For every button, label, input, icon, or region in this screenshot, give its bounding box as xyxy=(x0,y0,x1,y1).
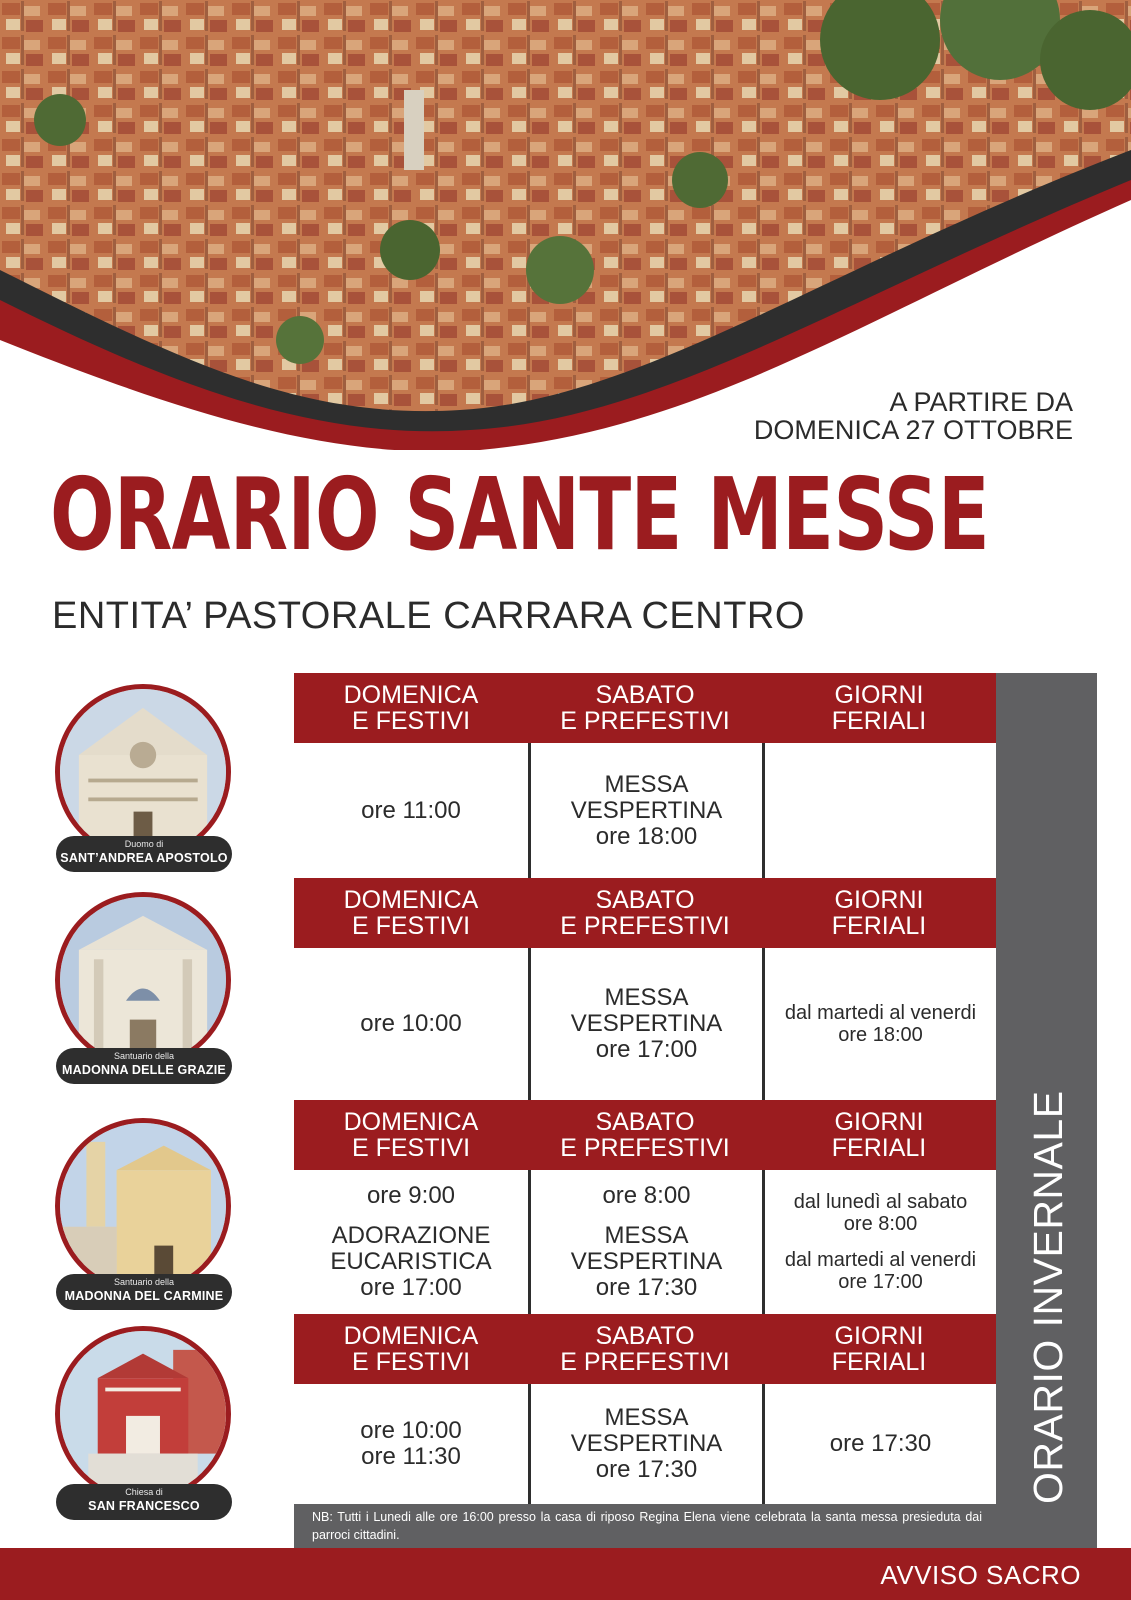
church-label xyxy=(56,1484,232,1520)
header-saturday: SABATO E PREFESTIVI xyxy=(560,1108,730,1162)
schedule-times xyxy=(294,743,996,878)
page-subtitle: ENTITA’ PASTORALE CARRARA CENTRO xyxy=(52,595,805,637)
weekday-times: dal lunedì al sabato ore 8:00 dal martedi al venerdi ore 17:00 xyxy=(762,1170,996,1314)
footnote: NB: Tutti i Lunedi alle ore 16:00 presso la casa di riposo Regina Elena viene celebrata la santa messa presieduta dai parroci cittadini. xyxy=(294,1504,996,1548)
schedule-times xyxy=(294,948,996,1100)
header-weekday: GIORNI FERIALI xyxy=(831,681,927,735)
weekday-times xyxy=(762,743,996,878)
side-banner-label: ORARIO INVERNALE xyxy=(1025,1090,1071,1504)
weekday-times: dal martedi al venerdi ore 18:00 xyxy=(762,948,996,1100)
church-label xyxy=(56,836,232,872)
church-label xyxy=(56,1048,232,1084)
church-kind: Chiesa di xyxy=(125,1487,163,1497)
church-photo xyxy=(55,892,231,1068)
header-saturday: SABATO E PREFESTIVI xyxy=(560,1322,730,1376)
footer-bar xyxy=(0,1548,1131,1600)
header-sunday: DOMENICA E FESTIVI xyxy=(343,1322,479,1376)
schedule-times xyxy=(294,1170,996,1314)
header-sunday: DOMENICA E FESTIVI xyxy=(343,886,479,940)
sunday-times: ore 10:00 xyxy=(360,1010,462,1037)
saturday-times: ore 8:00 MESSA VESPERTINA ore 17:30 xyxy=(528,1170,762,1314)
header-saturday: SABATO E PREFESTIVI xyxy=(560,681,730,735)
page-title: ORARIO SANTE MESSE xyxy=(50,456,990,573)
church-kind: Santuario della xyxy=(113,1277,175,1287)
header-sunday: DOMENICA E FESTIVI xyxy=(343,1108,479,1162)
sunday-times: ore 11:00 xyxy=(361,796,461,824)
schedule-header xyxy=(294,1100,996,1170)
church-name: MADONNA DEL CARMINE xyxy=(64,1289,224,1303)
schedule-times xyxy=(294,1384,996,1504)
sunday-times: ore 9:00 ADORAZIONE EUCARISTICA ore 17:00 xyxy=(330,1182,492,1301)
church-kind: Duomo di xyxy=(124,839,164,849)
church-name: MADONNA DELLE GRAZIE xyxy=(62,1063,226,1077)
church-kind: Santuario della xyxy=(113,1051,175,1061)
header-weekday: GIORNI FERIALI xyxy=(831,1322,927,1376)
church-label xyxy=(56,1274,232,1310)
church-name: SANT’ANDREA APOSTOLO xyxy=(60,851,228,865)
weekday-times: ore 17:30 xyxy=(762,1384,996,1504)
saturday-times: MESSA VESPERTINA ore 17:00 xyxy=(528,948,762,1100)
hero-town-image xyxy=(0,0,1131,450)
header-sunday: DOMENICA E FESTIVI xyxy=(343,681,479,735)
header-weekday: GIORNI FERIALI xyxy=(831,1108,927,1162)
church-photo xyxy=(55,1326,231,1502)
header-saturday: SABATO E PREFESTIVI xyxy=(560,886,730,940)
schedule-san-francesco xyxy=(294,1314,996,1504)
schedule-header xyxy=(294,1314,996,1384)
saturday-times: MESSA VESPERTINA ore 18:00 xyxy=(528,743,762,878)
schedule-header xyxy=(294,878,996,948)
sunday-times: ore 10:00 ore 11:30 xyxy=(360,1417,462,1470)
church-photo xyxy=(55,1118,231,1294)
footer-label: AVVISO SACRO xyxy=(880,1560,1081,1590)
schedule-sant-andrea xyxy=(294,673,996,878)
schedule-madonna-delle-grazie xyxy=(294,878,996,1100)
header-weekday: GIORNI FERIALI xyxy=(831,886,927,940)
saturday-times: MESSA VESPERTINA ore 17:30 xyxy=(528,1384,762,1504)
schedule-madonna-del-carmine xyxy=(294,1100,996,1314)
schedule-header xyxy=(294,673,996,743)
start-date xyxy=(754,388,1073,444)
start-date-line2: DOMENICA 27 OTTOBRE xyxy=(753,415,1073,445)
church-photo xyxy=(55,684,231,860)
start-date-line1: A PARTIRE DA xyxy=(889,387,1073,417)
church-name: SAN FRANCESCO xyxy=(88,1499,200,1513)
